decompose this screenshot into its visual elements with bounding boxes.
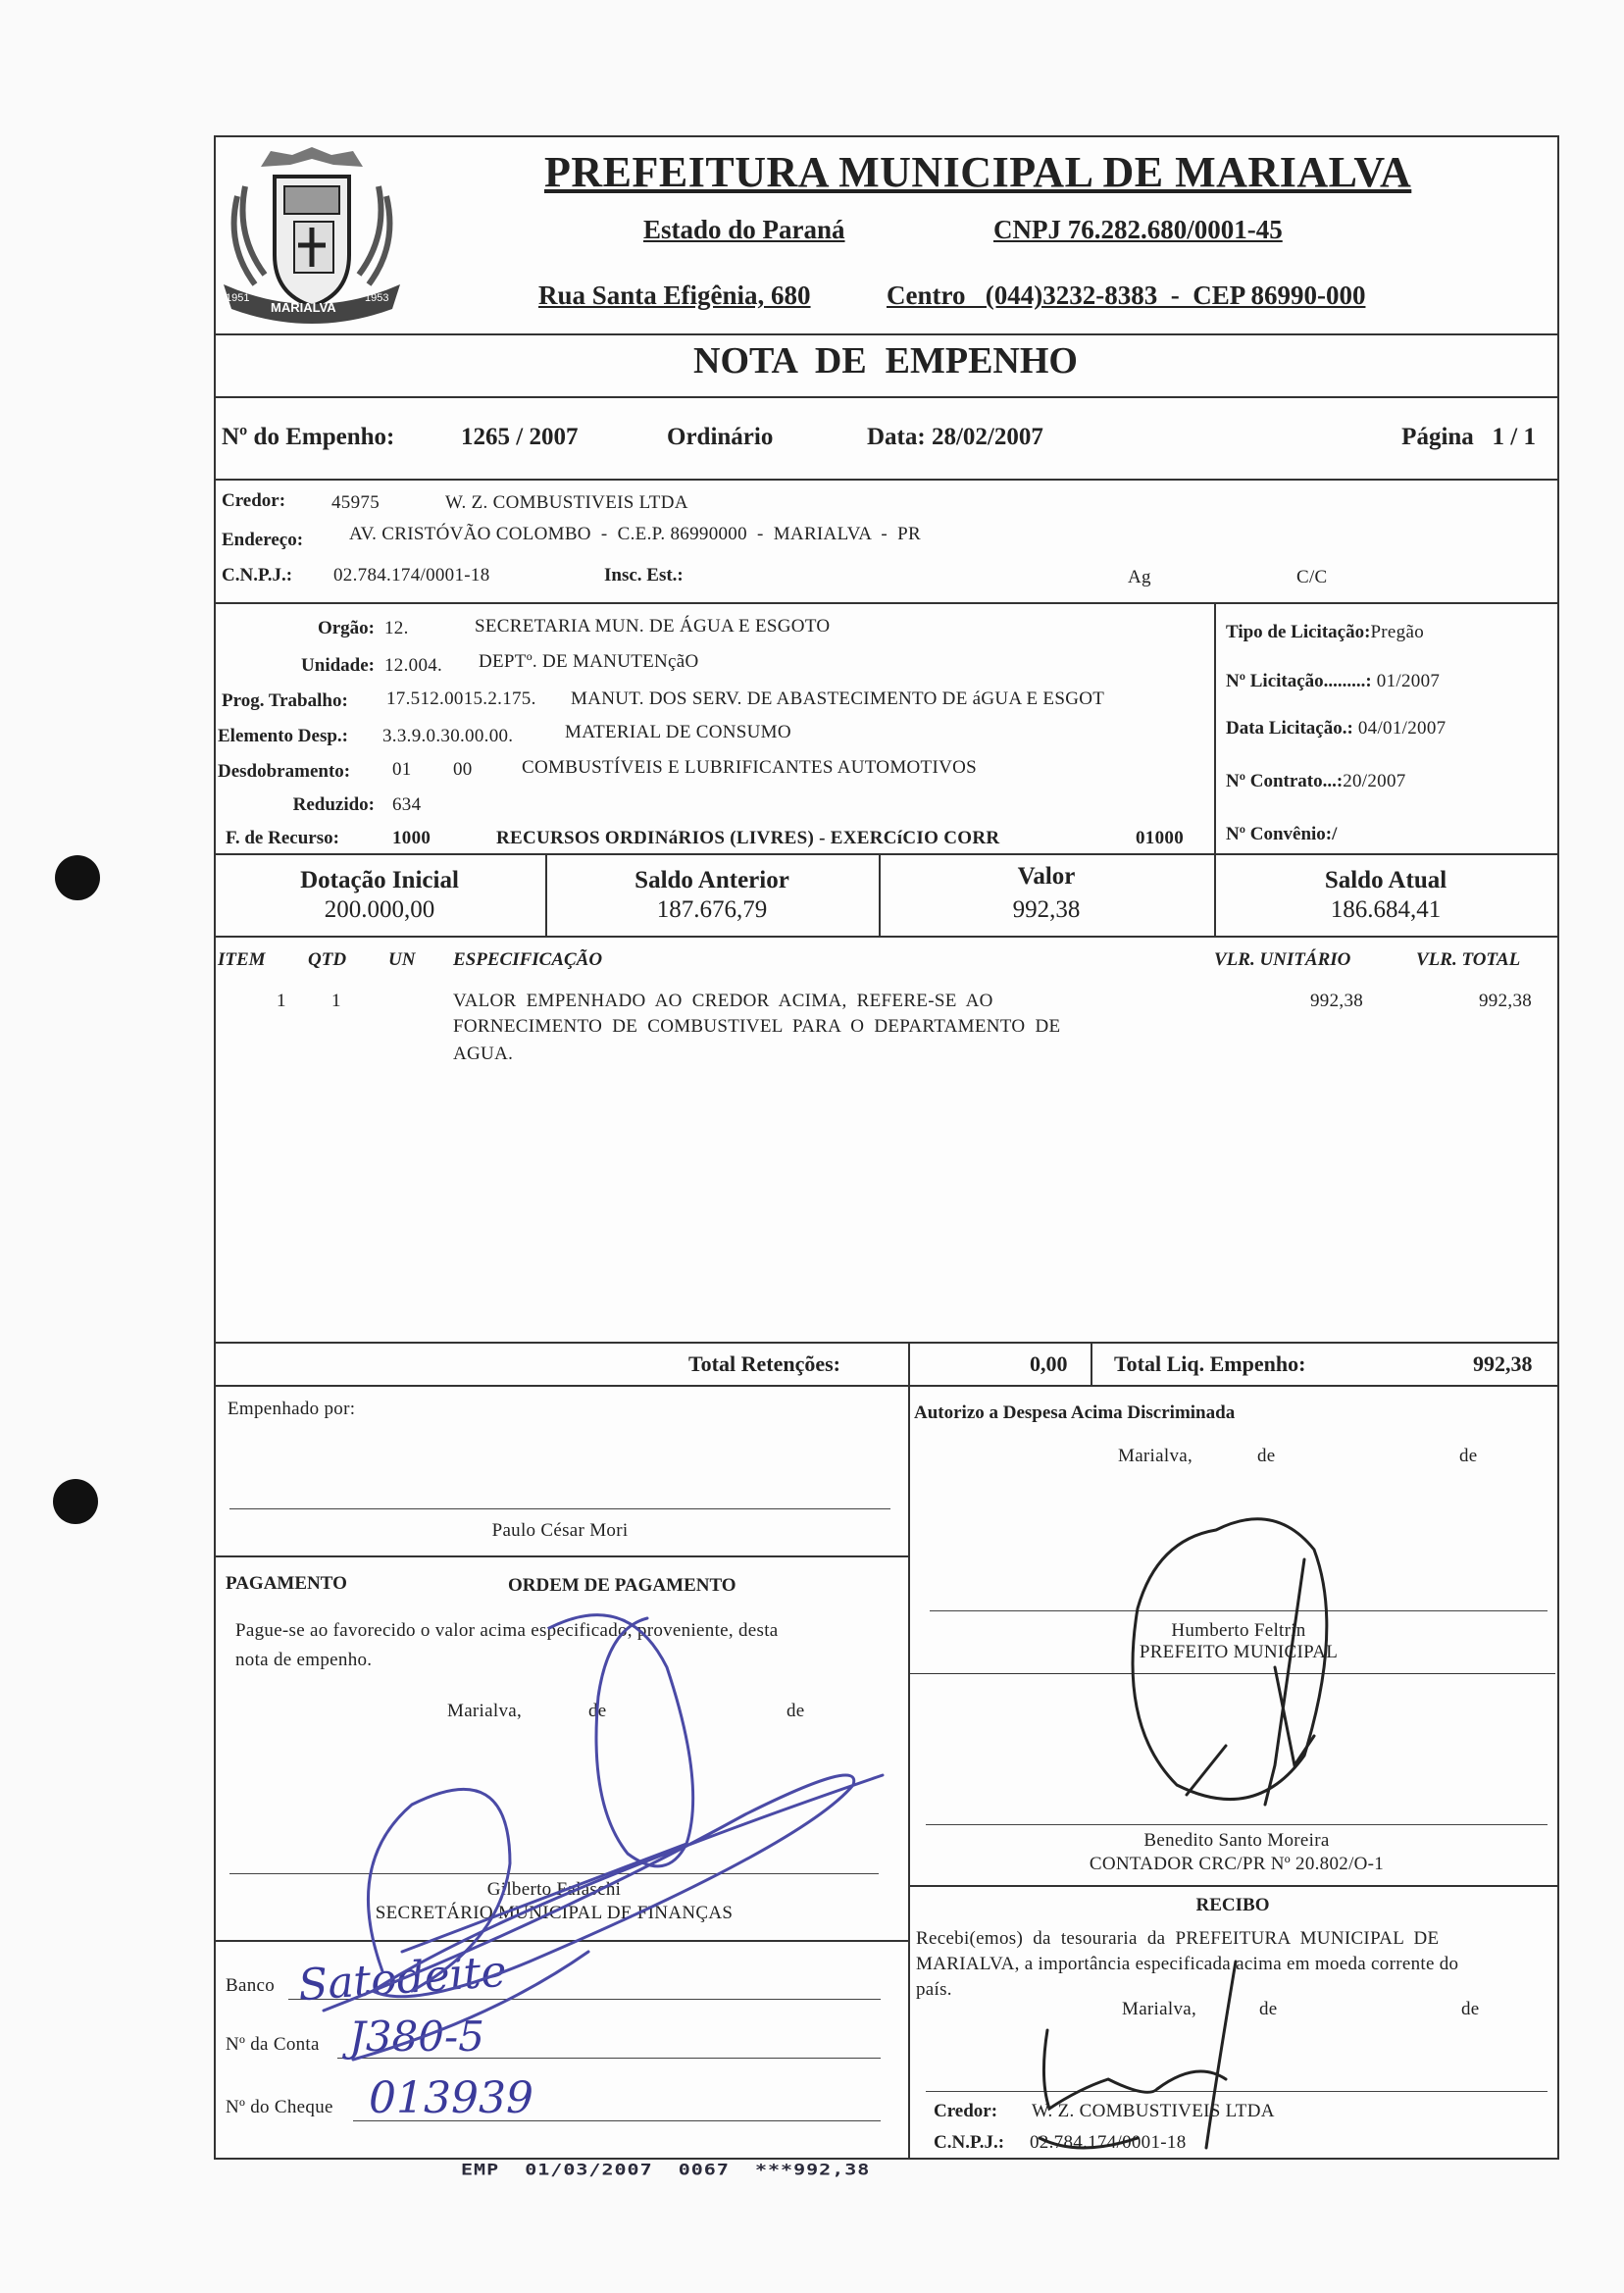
recurso-code: 01000 — [1136, 828, 1184, 848]
reduzido-label: Reduzido: — [292, 794, 375, 815]
saldo-atual-label: Saldo Atual — [1324, 867, 1447, 893]
pagamento-text-1: Pague-se ao favorecido o valor acima especificado, proveniente, desta — [235, 1620, 779, 1641]
recibo-line-2: MARIALVA, a importância especificada acima em moeda corrente do — [916, 1954, 1459, 1974]
col-espec: ESPECIFICAÇÃO — [453, 949, 603, 970]
credor-code: 45975 — [331, 492, 380, 513]
prog-trabalho-code: 17.512.0015.2.175. — [386, 688, 536, 709]
recibo-line-3: país. — [916, 1979, 952, 2000]
licitacao-data-text: Data Licitação.: — [1226, 718, 1353, 739]
credor-label: Credor: — [222, 490, 286, 511]
dotacao-inicial-label: Dotação Inicial — [300, 867, 459, 893]
autorizo-de-1: de — [1257, 1446, 1276, 1466]
crest-year-right: 1953 — [365, 292, 389, 304]
item-espec-line-3: AGUA. — [453, 1044, 514, 1064]
pagamento-label: PAGAMENTO — [226, 1573, 347, 1594]
item-espec-line-1: VALOR EMPENHADO AO CREDOR ACIMA, REFERE-SE AO — [453, 991, 993, 1011]
elemento-code: 3.3.9.0.30.00.00. — [382, 726, 514, 746]
bank-stamp: EMP 01/03/2007 0067 ***992,38 — [461, 2160, 871, 2179]
autorizo-label: Autorizo a Despesa Acima Discriminada — [914, 1402, 1236, 1423]
address-label: Endereço: — [222, 530, 304, 550]
convenio-label: Nº Convênio:/ — [1226, 824, 1338, 844]
desdobramento-b: 00 — [453, 759, 473, 780]
prog-trabalho-name: MANUT. DOS SERV. DE ABASTECIMENTO DE áGUA E ESGOT — [571, 688, 1105, 709]
item-espec-line-2: FORNECIMENTO DE COMBUSTIVEL PARA O DEPARTAMENTO DE — [453, 1016, 1061, 1037]
licitacao-num-text: Nº Licitação.........: — [1226, 671, 1372, 691]
contador-title: CONTADOR CRC/PR Nº 20.802/O-1 — [1089, 1854, 1385, 1874]
ordem-pagamento-label: ORDEM DE PAGAMENTO — [508, 1575, 736, 1596]
recurso-value: 1000 — [392, 828, 431, 848]
cc-label: C/C — [1296, 567, 1328, 587]
desdobramento-label: Desdobramento: — [218, 761, 351, 782]
empenho-number: 1265 / 2007 — [461, 424, 579, 450]
secretario-name: Gilberto Falaschi — [486, 1879, 622, 1900]
pagamento-de-1: de — [588, 1701, 607, 1721]
empenho-type: Ordinário — [667, 424, 774, 450]
item-unit-value: 992,38 — [1310, 991, 1364, 1011]
autorizo-city: Marialva, — [1118, 1446, 1193, 1466]
empenho-number-label: Nº do Empenho: — [222, 424, 395, 450]
prefeito-title: PREFEITO MUNICIPAL — [1139, 1642, 1339, 1662]
recibo-line-1: Recebi(emos) da tesouraria da PREFEITURA MUNICIPAL DE — [916, 1928, 1440, 1949]
contrato-value: 20/2007 — [1343, 771, 1406, 791]
conta-handwritten: J380-5 — [349, 2013, 484, 2061]
recibo-de-1: de — [1259, 1999, 1278, 2019]
state-name: Estado do Paraná — [643, 215, 845, 244]
unidade-label: Unidade: — [301, 655, 375, 676]
licitacao-tipo-value: Pregão — [1370, 622, 1424, 642]
autorizo-de-2: de — [1459, 1446, 1478, 1466]
recibo-credor-name: W. Z. COMBUSTIVEIS LTDA — [1032, 2101, 1275, 2121]
prefeito-name: Humberto Feltrin — [1171, 1620, 1306, 1641]
desdobramento-name: COMBUSTÍVEIS E LUBRIFICANTES AUTOMOTIVOS — [522, 757, 977, 778]
recibo-de-2: de — [1461, 1999, 1480, 2019]
valor-value: 992,38 — [1012, 896, 1081, 923]
col-qtd: QTD — [308, 949, 347, 970]
unidade-code: 12.004. — [384, 655, 443, 676]
valor-label: Valor — [1017, 863, 1076, 890]
saldo-anterior-value: 187.676,79 — [656, 896, 768, 923]
recibo-credor-label: Credor: — [934, 2101, 998, 2121]
licitacao-num-value: 01/2007 — [1371, 671, 1441, 691]
item-number: 1 — [277, 991, 286, 1011]
doc-title: NOTA DE EMPENHO — [693, 340, 1078, 382]
insc-est-label: Insc. Est.: — [604, 565, 684, 586]
col-item: ITEM — [218, 949, 266, 970]
pagamento-city: Marialva, — [447, 1701, 523, 1721]
empenhado-por-name: Paulo César Mori — [491, 1520, 629, 1541]
conta-label: Nº da Conta — [226, 2034, 320, 2055]
recibo-city: Marialva, — [1122, 1999, 1197, 2019]
total-retencoes-label: Total Retenções: — [688, 1351, 840, 1376]
total-retencoes-value: 0,00 — [1030, 1351, 1068, 1376]
recibo-cnpj-label: C.N.P.J.: — [934, 2132, 1005, 2153]
total-liq-value: 992,38 — [1473, 1351, 1533, 1376]
item-qtd: 1 — [331, 991, 341, 1011]
credor-cnpj: 02.784.174/0001-18 — [333, 565, 490, 586]
dotacao-inicial-value: 200.000,00 — [324, 896, 435, 923]
contador-name: Benedito Santo Moreira — [1143, 1830, 1330, 1851]
item-total-value: 992,38 — [1479, 991, 1533, 1011]
prefeitura-cnpj: CNPJ 76.282.680/0001-45 — [993, 215, 1283, 244]
banco-label: Banco — [226, 1975, 276, 1996]
prog-trabalho-label: Prog. Trabalho: — [222, 690, 348, 711]
licitacao-tipo-text: Tipo de Licitação: — [1226, 622, 1371, 642]
crest-banner-text: MARIALVA — [271, 300, 336, 315]
desdobramento-a: 01 — [392, 759, 412, 780]
total-liq-label: Total Liq. Empenho: — [1114, 1351, 1306, 1376]
elemento-label: Elemento Desp.: — [218, 726, 348, 746]
elemento-name: MATERIAL DE CONSUMO — [565, 722, 791, 742]
orgao-name: SECRETARIA MUN. DE ÁGUA E ESGOTO — [475, 616, 831, 637]
pagamento-text-2: nota de empenho. — [235, 1650, 373, 1670]
reduzido-value: 634 — [392, 794, 422, 815]
cheque-label: Nº do Cheque — [226, 2097, 333, 2117]
credor-name: W. Z. COMBUSTIVEIS LTDA — [445, 492, 688, 513]
credor-address: AV. CRISTÓVÃO COLOMBO - C.E.P. 86990000 - MARIALVA - PR — [349, 524, 921, 544]
licitacao-data-value: 04/01/2007 — [1352, 718, 1446, 739]
orgao-code: 12. — [384, 618, 409, 638]
recurso-name: RECURSOS ORDINáRIOS (LIVRES) - EXERCíCIO CORR — [496, 828, 1000, 848]
saldo-anterior-label: Saldo Anterior — [634, 867, 789, 893]
col-un: UN — [388, 949, 416, 970]
col-total: VLR. TOTAL — [1416, 949, 1521, 970]
unidade-name: DEPTº. DE MANUTENçãO — [479, 651, 699, 672]
cheque-handwritten: 013939 — [369, 2073, 533, 2123]
empenho-date: Data: 28/02/2007 — [867, 424, 1043, 450]
street-address: Rua Santa Efigênia, 680 — [538, 280, 811, 310]
secretario-title: SECRETÁRIO MUNICIPAL DE FINANÇAS — [375, 1903, 734, 1923]
district-phone-cep: Centro (044)3232-8383 - CEP 86990-000 — [887, 280, 1366, 310]
page-number: Página 1 / 1 — [1401, 424, 1536, 450]
saldo-atual-value: 186.684,41 — [1330, 896, 1442, 923]
banco-handwritten: Satodeite — [296, 1946, 509, 2012]
recibo-cnpj: 02.784.174/0001-18 — [1030, 2132, 1187, 2153]
orgao-label: Orgão: — [317, 618, 375, 638]
page-title: PREFEITURA MUNICIPAL DE MARIALVA — [544, 148, 1412, 196]
crest-year-left: 1951 — [226, 292, 250, 304]
col-unit: VLR. UNITÁRIO — [1214, 949, 1351, 970]
empenhado-por-label: Empenhado por: — [228, 1399, 356, 1419]
cnpj-label: C.N.P.J.: — [222, 565, 293, 586]
ag-label: Ag — [1128, 567, 1151, 587]
pagamento-de-2: de — [787, 1701, 805, 1721]
recurso-label: F. de Recurso: — [226, 828, 339, 848]
recibo-title: RECIBO — [1195, 1895, 1270, 1915]
contrato-text: Nº Contrato...: — [1226, 771, 1344, 791]
